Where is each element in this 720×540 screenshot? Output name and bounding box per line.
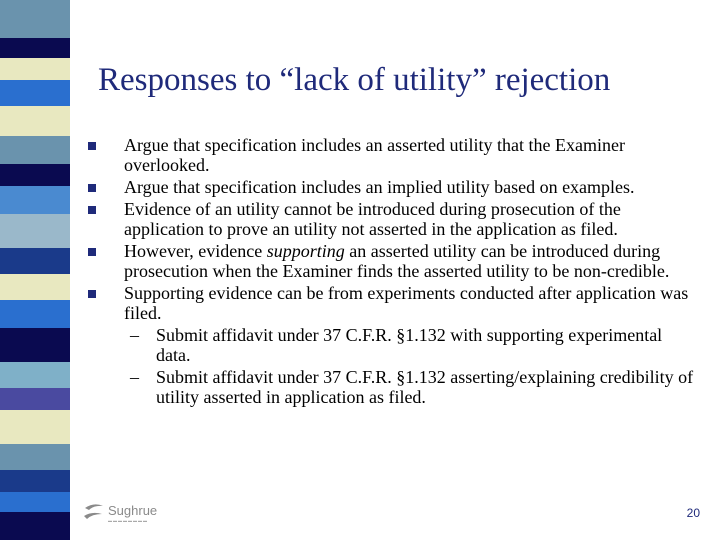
bullet-text: Argue that specification includes an asserted utility that the Examiner overlooked. <box>124 135 626 175</box>
bullet-item <box>88 241 700 281</box>
square-bullet-icon <box>88 206 96 214</box>
sub-bullet-item <box>124 325 700 365</box>
square-bullet-icon <box>88 248 96 256</box>
bullet-text-post: an asserted utility can be introduced during prosecution when the Examiner finds the asserted utility to be non-credible. <box>124 241 670 281</box>
bullet-item <box>88 283 700 407</box>
logo-subline: ▬▬▬▬▬▬▬▬ <box>108 518 148 523</box>
square-bullet-icon <box>88 290 96 298</box>
sub-bullet-text: Submit affidavit under 37 C.F.R. §1.132 asserting/explaining credibility of utility asserted in application as filed. <box>156 367 694 407</box>
swoosh-icon <box>82 502 106 524</box>
bullet-item <box>88 199 700 239</box>
bullet-item <box>88 177 700 197</box>
bullet-item <box>88 135 700 175</box>
logo-wordmark: Sughrue <box>108 503 158 518</box>
decorative-stripe <box>0 0 70 540</box>
bullet-list <box>88 135 700 409</box>
sub-bullet-item <box>124 367 700 407</box>
dash-bullet: – <box>130 325 139 345</box>
bullet-emphasis: supporting <box>266 241 345 261</box>
dash-bullet: – <box>130 367 139 387</box>
slide-title: Responses to “lack of utility” rejection <box>98 62 611 98</box>
bullet-text-pre: However, evidence <box>124 241 267 261</box>
page-number: 20 <box>686 506 700 520</box>
bullet-text: Evidence of an utility cannot be introduced during prosecution of the application to prove an utility not asserted in the application as filed. <box>124 199 621 239</box>
sub-bullet-text: Submit affidavit under 37 C.F.R. §1.132 with supporting experimental data. <box>156 325 663 365</box>
square-bullet-icon <box>88 142 96 150</box>
bullet-text: Argue that specification includes an implied utility based on examples. <box>124 177 635 197</box>
bullet-text: Supporting evidence can be from experiments conducted after application was filed. <box>124 283 689 323</box>
sughrue-logo <box>82 500 182 528</box>
sub-bullet-list <box>124 325 700 407</box>
square-bullet-icon <box>88 184 96 192</box>
